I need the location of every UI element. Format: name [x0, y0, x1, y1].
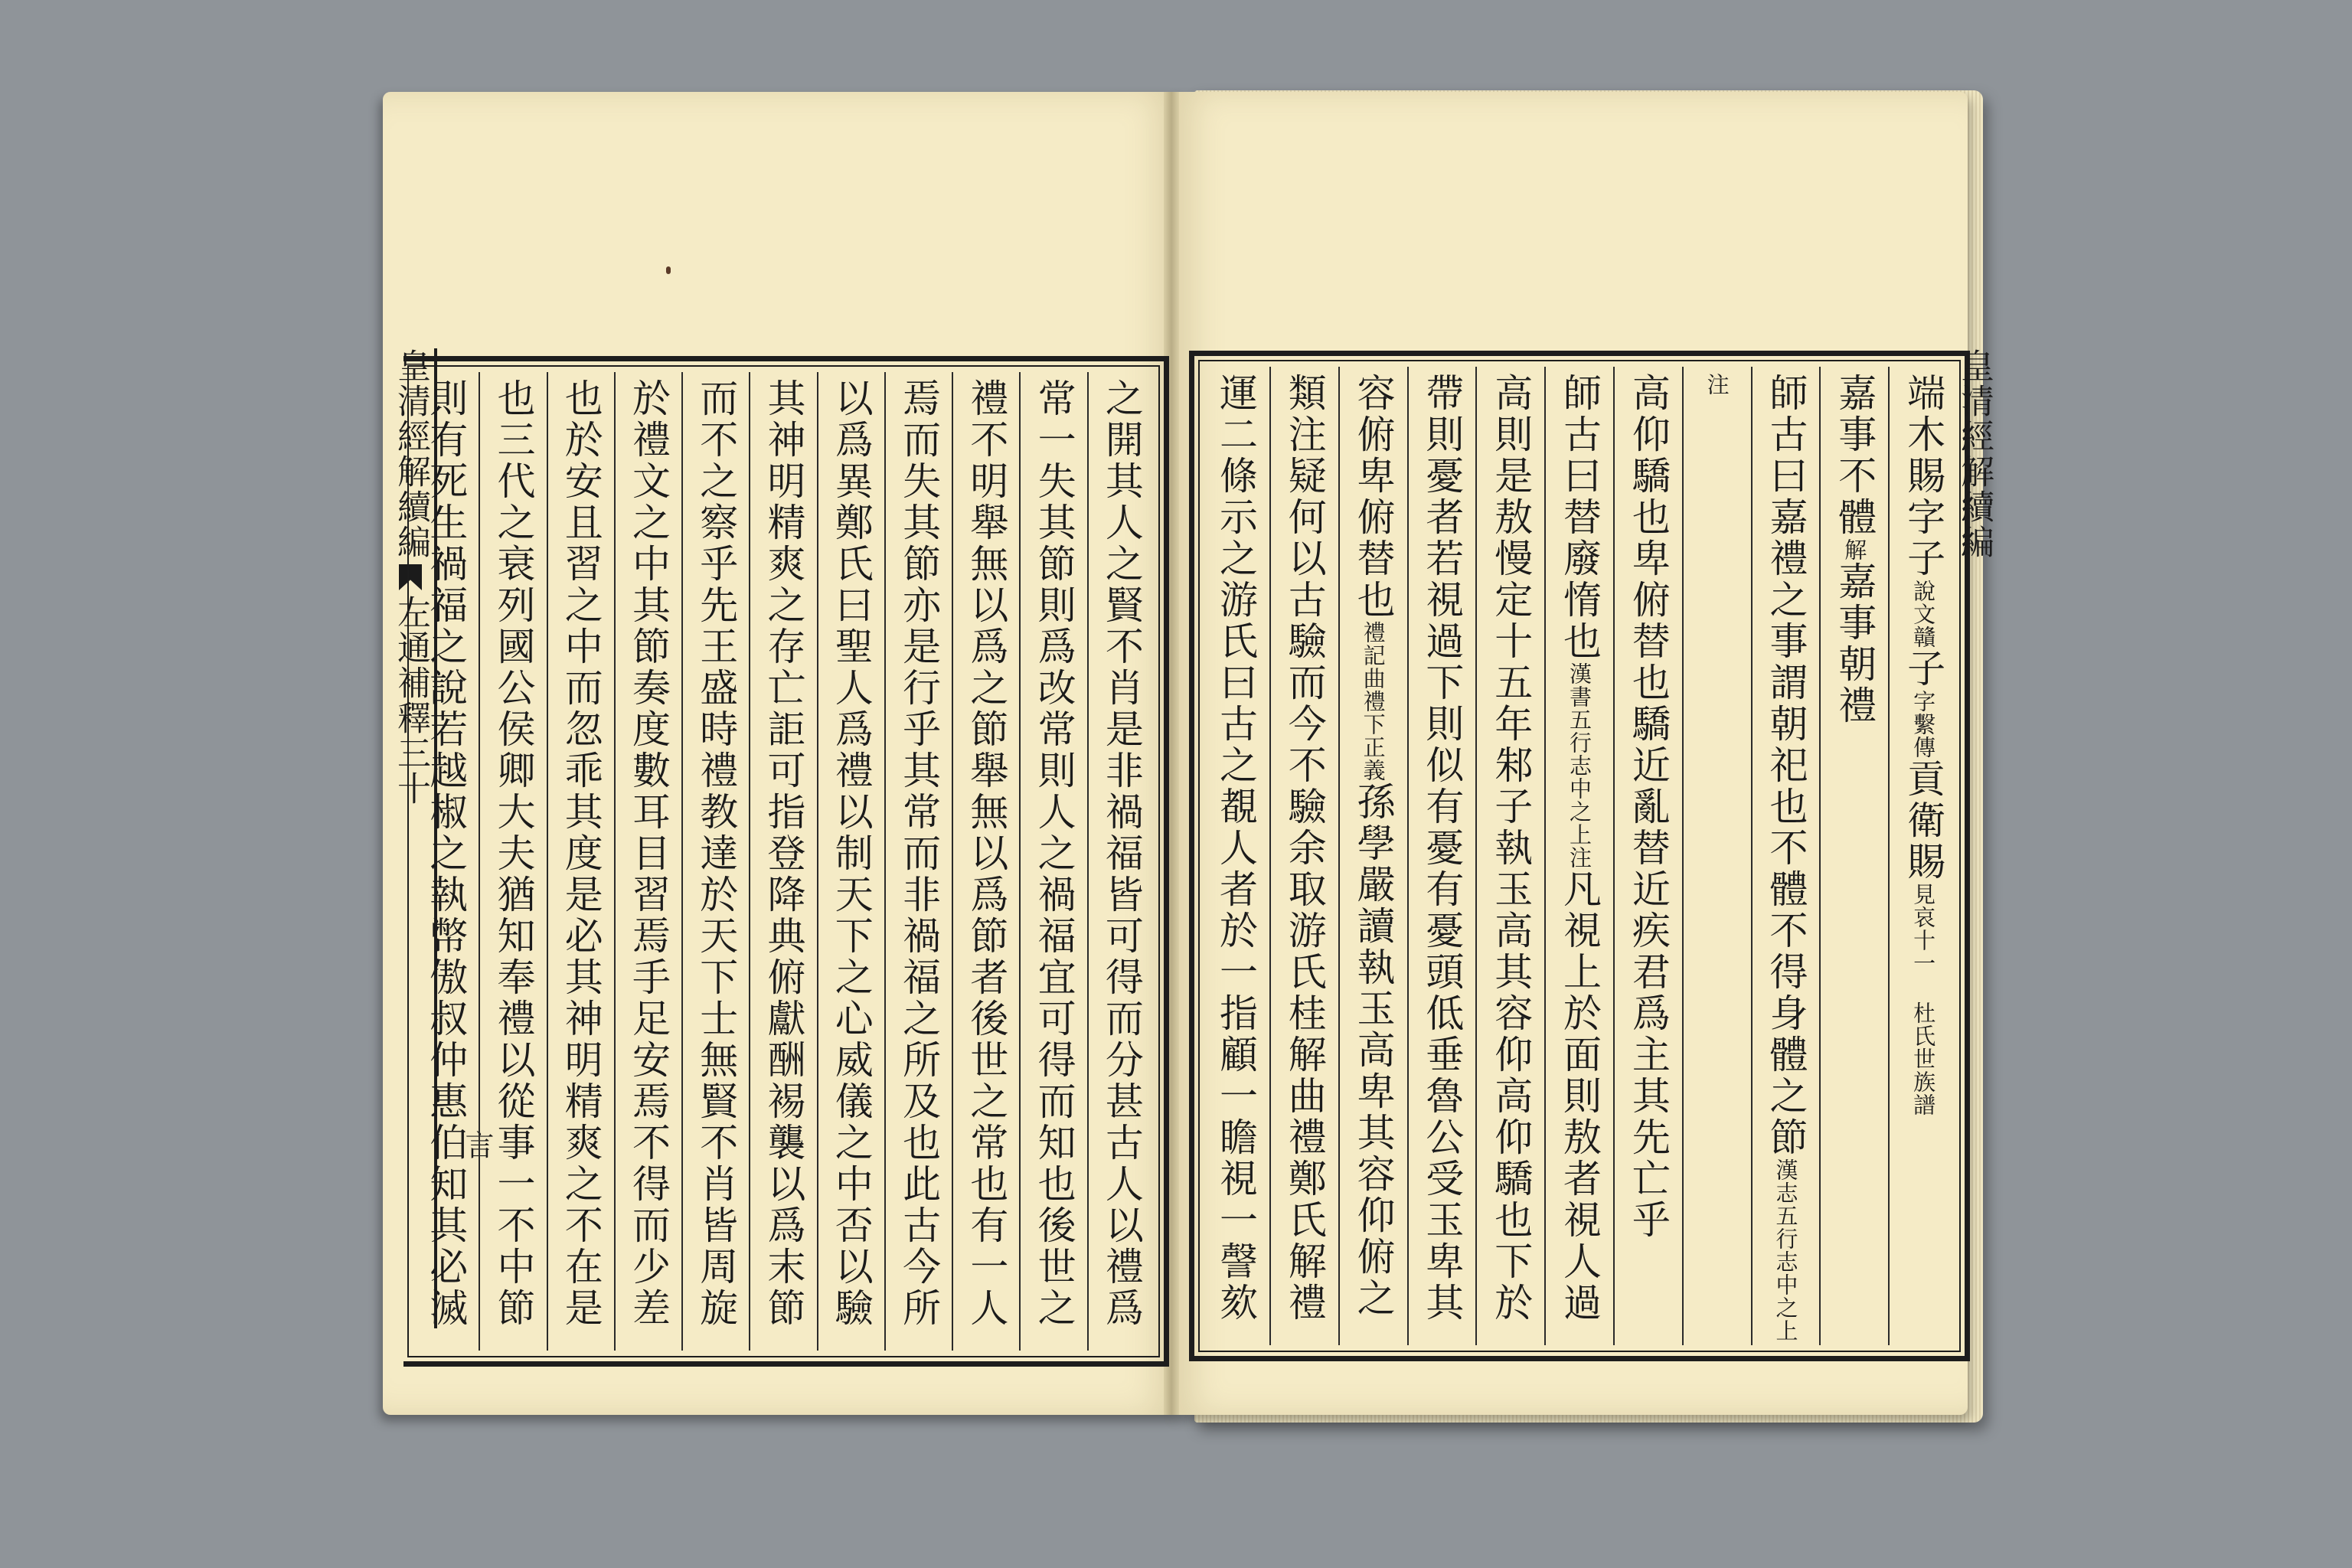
column-text: 則有死生禍福之說若越椒之執幣傲叔仲惠伯知其必滅 — [423, 378, 469, 1329]
main-text: 端木賜字子 — [1901, 373, 1946, 580]
text-column — [952, 372, 1019, 1351]
column-text — [1351, 367, 1396, 1345]
column-text: 也於安且習之中而忽乖其度是必其神明精爽之不在是 — [558, 378, 603, 1329]
right-page-margin — [1955, 348, 1994, 1328]
column-text: 常一失其節則爲改常則人之禍福宜可得而知也後世之 — [1031, 378, 1076, 1329]
text-column — [817, 372, 884, 1351]
text-column — [479, 372, 546, 1351]
main-text: 師古曰嘉禮之事謂朝祀也不體不得身體之節 — [1763, 373, 1808, 1158]
left-margin-mark: 言 — [460, 1130, 494, 1159]
main-text: 嘉事不體 — [1832, 373, 1877, 538]
main-text: 高仰驕也卑俯替也驕近亂替近疾君爲主其先亡乎 — [1625, 373, 1671, 1241]
annotation-text: 見哀十一 杜氏世族譜 — [1910, 883, 1937, 1116]
column-text: 也三代之衰列國公侯卿大夫猶知奉禮以從事一不中節 — [491, 378, 536, 1329]
text-column — [413, 372, 479, 1351]
column-text — [1213, 367, 1258, 1345]
text-column — [1682, 367, 1751, 1345]
left-text-frame — [403, 356, 1169, 1367]
main-text: 高則是敖慢定十五年邾子執玉高其容仰高仰驕也下於 — [1488, 373, 1534, 1324]
annotation-text: 解 — [1841, 538, 1868, 561]
annotation-text: 注 — [1704, 373, 1730, 396]
column-text: 之開其人之賢不肖是非禍福皆可得而分甚古人以禮爲 — [1099, 378, 1144, 1329]
annotation-text: 禮記曲禮下正義 — [1360, 621, 1387, 782]
main-text: 容俯卑俯替也 — [1351, 373, 1396, 621]
text-column — [1819, 367, 1888, 1345]
text-column — [749, 372, 816, 1351]
column-text: 以爲異鄭氏曰聖人爲禮以制天下之心威儀之中否以驗 — [828, 378, 874, 1329]
text-column — [547, 372, 614, 1351]
left-margin-subtitle: 左通補釋 — [391, 595, 430, 736]
column-text — [1557, 367, 1602, 1345]
left-margin-title: 皇清經解續編 — [391, 348, 430, 560]
paper-spot — [666, 266, 671, 274]
column-text — [1698, 367, 1736, 1345]
text-column — [1613, 367, 1682, 1345]
text-column — [1269, 367, 1338, 1345]
column-text — [1282, 367, 1327, 1345]
main-text: 子 — [1901, 648, 1946, 690]
main-text: 師古曰替廢惰也 — [1557, 373, 1602, 662]
column-text — [1832, 367, 1877, 1345]
column-text — [1625, 367, 1671, 1345]
annotation-text: 漢志五行志中之上 — [1772, 1158, 1799, 1342]
column-text: 焉而失其節亦是行乎其常而非禍福之所及也此古今所 — [897, 378, 942, 1329]
right-columns — [1202, 367, 1957, 1345]
main-text: 貢衛賜 — [1901, 759, 1946, 883]
text-column — [1544, 367, 1613, 1345]
column-text — [1419, 367, 1465, 1345]
left-margin-page-number: 三十 — [391, 736, 430, 806]
column-text — [1488, 367, 1534, 1345]
text-column — [1019, 372, 1086, 1351]
text-column — [681, 372, 749, 1351]
column-text: 其神明精爽之存亡詎可指登降典俯獻酬裼襲以爲末節 — [761, 378, 806, 1329]
text-column — [1475, 367, 1544, 1345]
text-column — [1202, 367, 1269, 1345]
main-text: 嘉事朝禮 — [1832, 561, 1877, 727]
text-column — [884, 372, 952, 1351]
column-text: 於禮文之中其節奏度數耳目習焉手足安焉不得而少差 — [626, 378, 671, 1329]
text-column — [614, 372, 681, 1351]
annotation-text: 說文贛 — [1910, 580, 1937, 648]
column-text: 禮不明舉無以爲之節舉無以爲節者後世之常也有一人 — [964, 378, 1009, 1329]
main-text: 凡視上於面則敖者視人過 — [1557, 869, 1602, 1324]
text-column — [1751, 367, 1820, 1345]
column-text — [1901, 367, 1946, 1345]
main-text: 帶則憂者若視過下則似有憂有憂頭低垂魯公受玉卑其 — [1419, 373, 1465, 1324]
text-column — [1087, 372, 1155, 1351]
column-text — [1763, 367, 1808, 1345]
main-text: 類注疑何以古驗而今不驗余取游氏桂解曲禮鄭氏解禮 — [1282, 373, 1327, 1324]
right-text-frame — [1189, 351, 1970, 1361]
text-column — [1407, 367, 1476, 1345]
left-columns — [413, 372, 1155, 1351]
right-margin-title: 皇清經解續編 — [1955, 348, 1994, 560]
annotation-text: 漢書五行志中之上注 — [1566, 662, 1593, 869]
column-text: 而不之察乎先王盛時禮教達於天下士無賢不肖皆周旋 — [694, 378, 739, 1329]
main-text: 孫學嚴讀執玉高卑其容仰俯之 — [1351, 782, 1396, 1319]
text-column — [1888, 367, 1957, 1345]
text-column — [1338, 367, 1407, 1345]
annotation-text: 字繫傳 — [1910, 690, 1937, 759]
main-text: 運二條示之游氏曰古之覩人者於一指顧一瞻視一謦欬 — [1213, 373, 1258, 1324]
